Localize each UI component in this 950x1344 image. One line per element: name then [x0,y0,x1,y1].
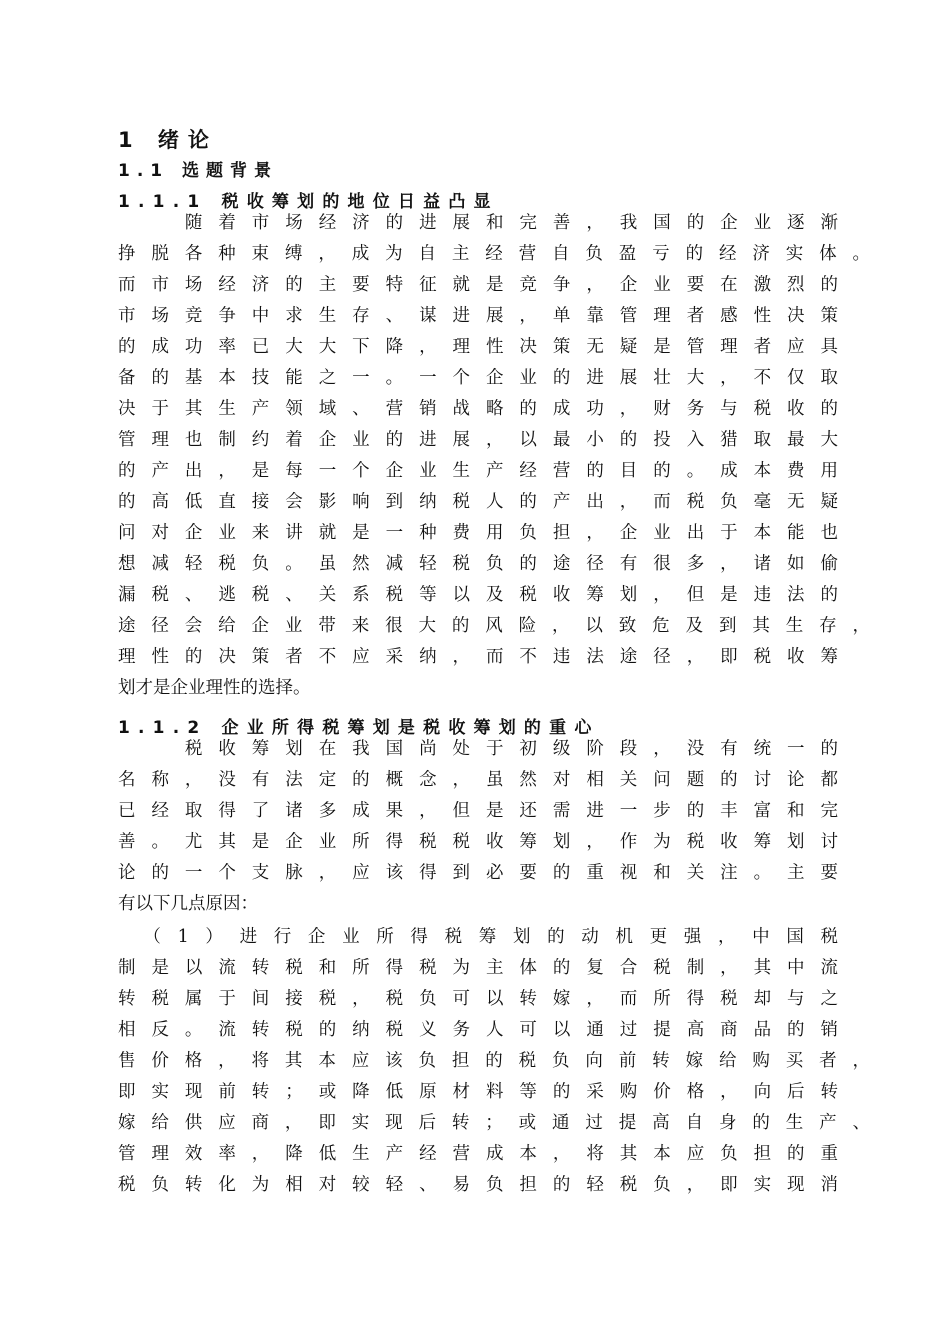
text-line: 即实现前转；或降低原材料等的采购价格，向后转 [118,1082,838,1102]
text-line: 税收筹划在我国尚处于初级阶段，没有统一的 [118,739,838,759]
subsection-heading-2: 1.1.2 企业所得税筹划是税收筹划的重心 [118,718,600,738]
chapter-heading: 1 绪论 [118,128,218,152]
paragraph-3 [118,922,878,1201]
text-line: 的产出，是每一个企业生产经营的目的。成本费用 [118,461,838,481]
text-line: 而市场经济的主要特征就是竞争，企业要在激烈的 [118,275,838,295]
section-heading: 1.1 选题背景 [118,161,279,181]
text-line: 论的一个支脉，应该得到必要的重视和关注。主要 [118,863,838,883]
text-line: 有以下几点原因： [118,894,258,914]
text-line: 嫁给供应商，即实现后转；或通过提高自身的生产、 [118,1113,870,1133]
paragraph-1 [118,208,878,704]
text-line: 管理也制约着企业的进展，以最小的投入猎取最大 [118,430,838,450]
text-line: 市场竞争中求生存、谋进展，单靠管理者感性决策 [118,306,838,326]
text-line: 问对企业来讲就是一种费用负担，企业出于本能也 [118,523,838,543]
text-line: 理性的决策者不应采纳，而不违法途径，即税收筹 [118,647,838,667]
text-line: 的成功率已大大下降，理性决策无疑是管理者应具 [118,337,838,357]
text-line: 决于其生产领域、营销战略的成功，财务与税收的 [118,399,838,419]
text-line: 挣脱各种束缚，成为自主经营自负盈亏的经济实体。 [118,244,870,264]
text-line: 漏税、逃税、关系税等以及税收筹划，但是违法的 [118,585,838,605]
text-line: 相反。流转税的纳税义务人可以通过提高商品的销 [118,1020,838,1040]
text-line: 售价格，将其本应该负担的税负向前转嫁给购买者， [118,1051,870,1071]
text-line: 的高低直接会影响到纳税人的产出，而税负毫无疑 [118,492,838,512]
text-line: 名称，没有法定的概念，虽然对相关问题的讨论都 [118,770,838,790]
text-line: 途径会给企业带来很大的风险，以致危及到其生存， [118,616,870,636]
paragraph-2 [118,734,878,920]
text-line: 转税属于间接税，税负可以转嫁，而所得税却与之 [118,989,838,1009]
subsection-heading-1: 1.1.1 税收筹划的地位日益凸显 [118,192,499,212]
text-line: （1）进行企业所得税筹划的动机更强，中国税 [118,927,838,947]
text-line: 善。尤其是企业所得税税收筹划，作为税收筹划讨 [118,832,838,852]
text-line: 想减轻税负。虽然减轻税负的途径有很多，诸如偷 [118,554,838,574]
text-line: 税负转化为相对较轻、易负担的轻税负，即实现消 [118,1175,838,1195]
text-line: 备的基本技能之一。一个企业的进展壮大，不仅取 [118,368,838,388]
text-line: 已经取得了诸多成果，但是还需进一步的丰富和完 [118,801,838,821]
text-line: 制是以流转税和所得税为主体的复合税制，其中流 [118,958,838,978]
text-line: 划才是企业理性的选择。 [118,678,311,698]
text-line: 随着市场经济的进展和完善，我国的企业逐渐 [118,213,838,233]
text-line: 管理效率，降低生产经营成本，将其本应负担的重 [118,1144,838,1164]
